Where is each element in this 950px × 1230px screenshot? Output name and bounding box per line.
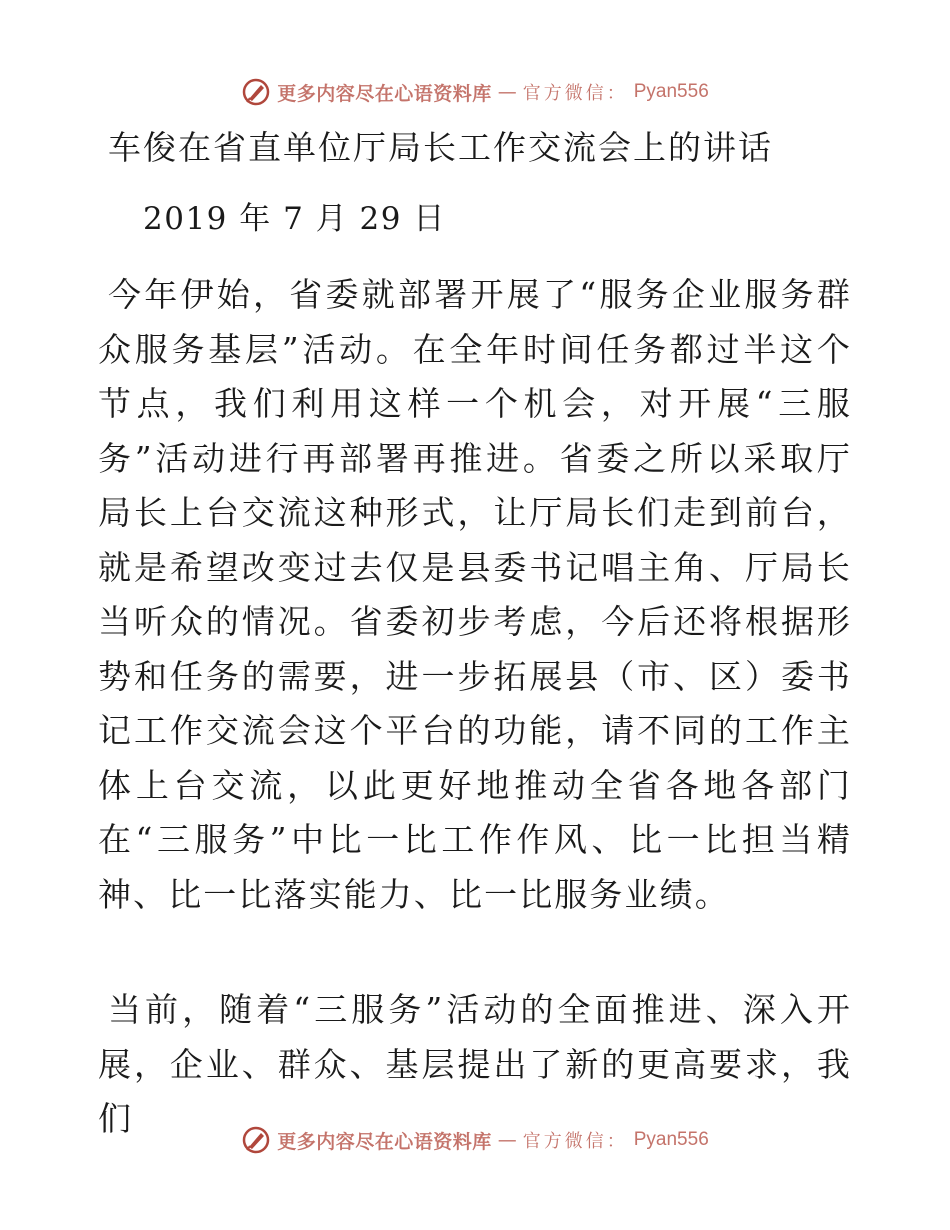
feather-pen-circle-icon [241, 1125, 271, 1155]
header-watermark [0, 72, 950, 112]
watermark-dash: — [497, 1129, 517, 1151]
watermark-site-text: 更多内容尽在心语资料库 [277, 82, 492, 105]
footer-watermark [0, 1120, 950, 1160]
feather-pen-circle-icon [241, 77, 271, 107]
paragraph: 当前，随着“三服务”活动的全面推进、深入开展，企业、群众、基层提出了新的更高要求，我们 [98, 990, 852, 1138]
watermark-dash: — [497, 81, 517, 103]
paragraph: 今年伊始，省委就部署开展了“服务企业服务群众服务基层”活动。在全年时间任务都过半这个节点，我们利用这样一个机会，对开展“三服务”活动进行再部署再推进。省委之所以采取厅局长上台交流这种形式，让厅局长们走到前台，就是希望改变过去仅是县委书记唱主角、厅局长当听众的情况。省委初步考虑，今后还将根据形势和任务的需要，进一步拓展县（市、区）委书记工作交流会这个平台的功能，请不同的工作主体上台交流，以此更好地推动全省各地各部门在“三服务”中比一比工作作风、比一比担当精神、比一比落实能力、比一比服务业绩。 [98, 275, 852, 914]
document-date: 2019 年 7 月 29 日 [143, 201, 446, 237]
document-title: 车俊在省直单位厅局长工作交流会上的讲话 [108, 128, 773, 167]
watermark-wechat-id: Pyan556 [633, 81, 709, 102]
watermark-label: 官方微信： [522, 1131, 628, 1152]
watermark-site-text: 更多内容尽在心语资料库 [277, 1130, 492, 1153]
watermark-label: 官方微信： [522, 83, 628, 104]
watermark-wechat-id: Pyan556 [633, 1129, 709, 1150]
